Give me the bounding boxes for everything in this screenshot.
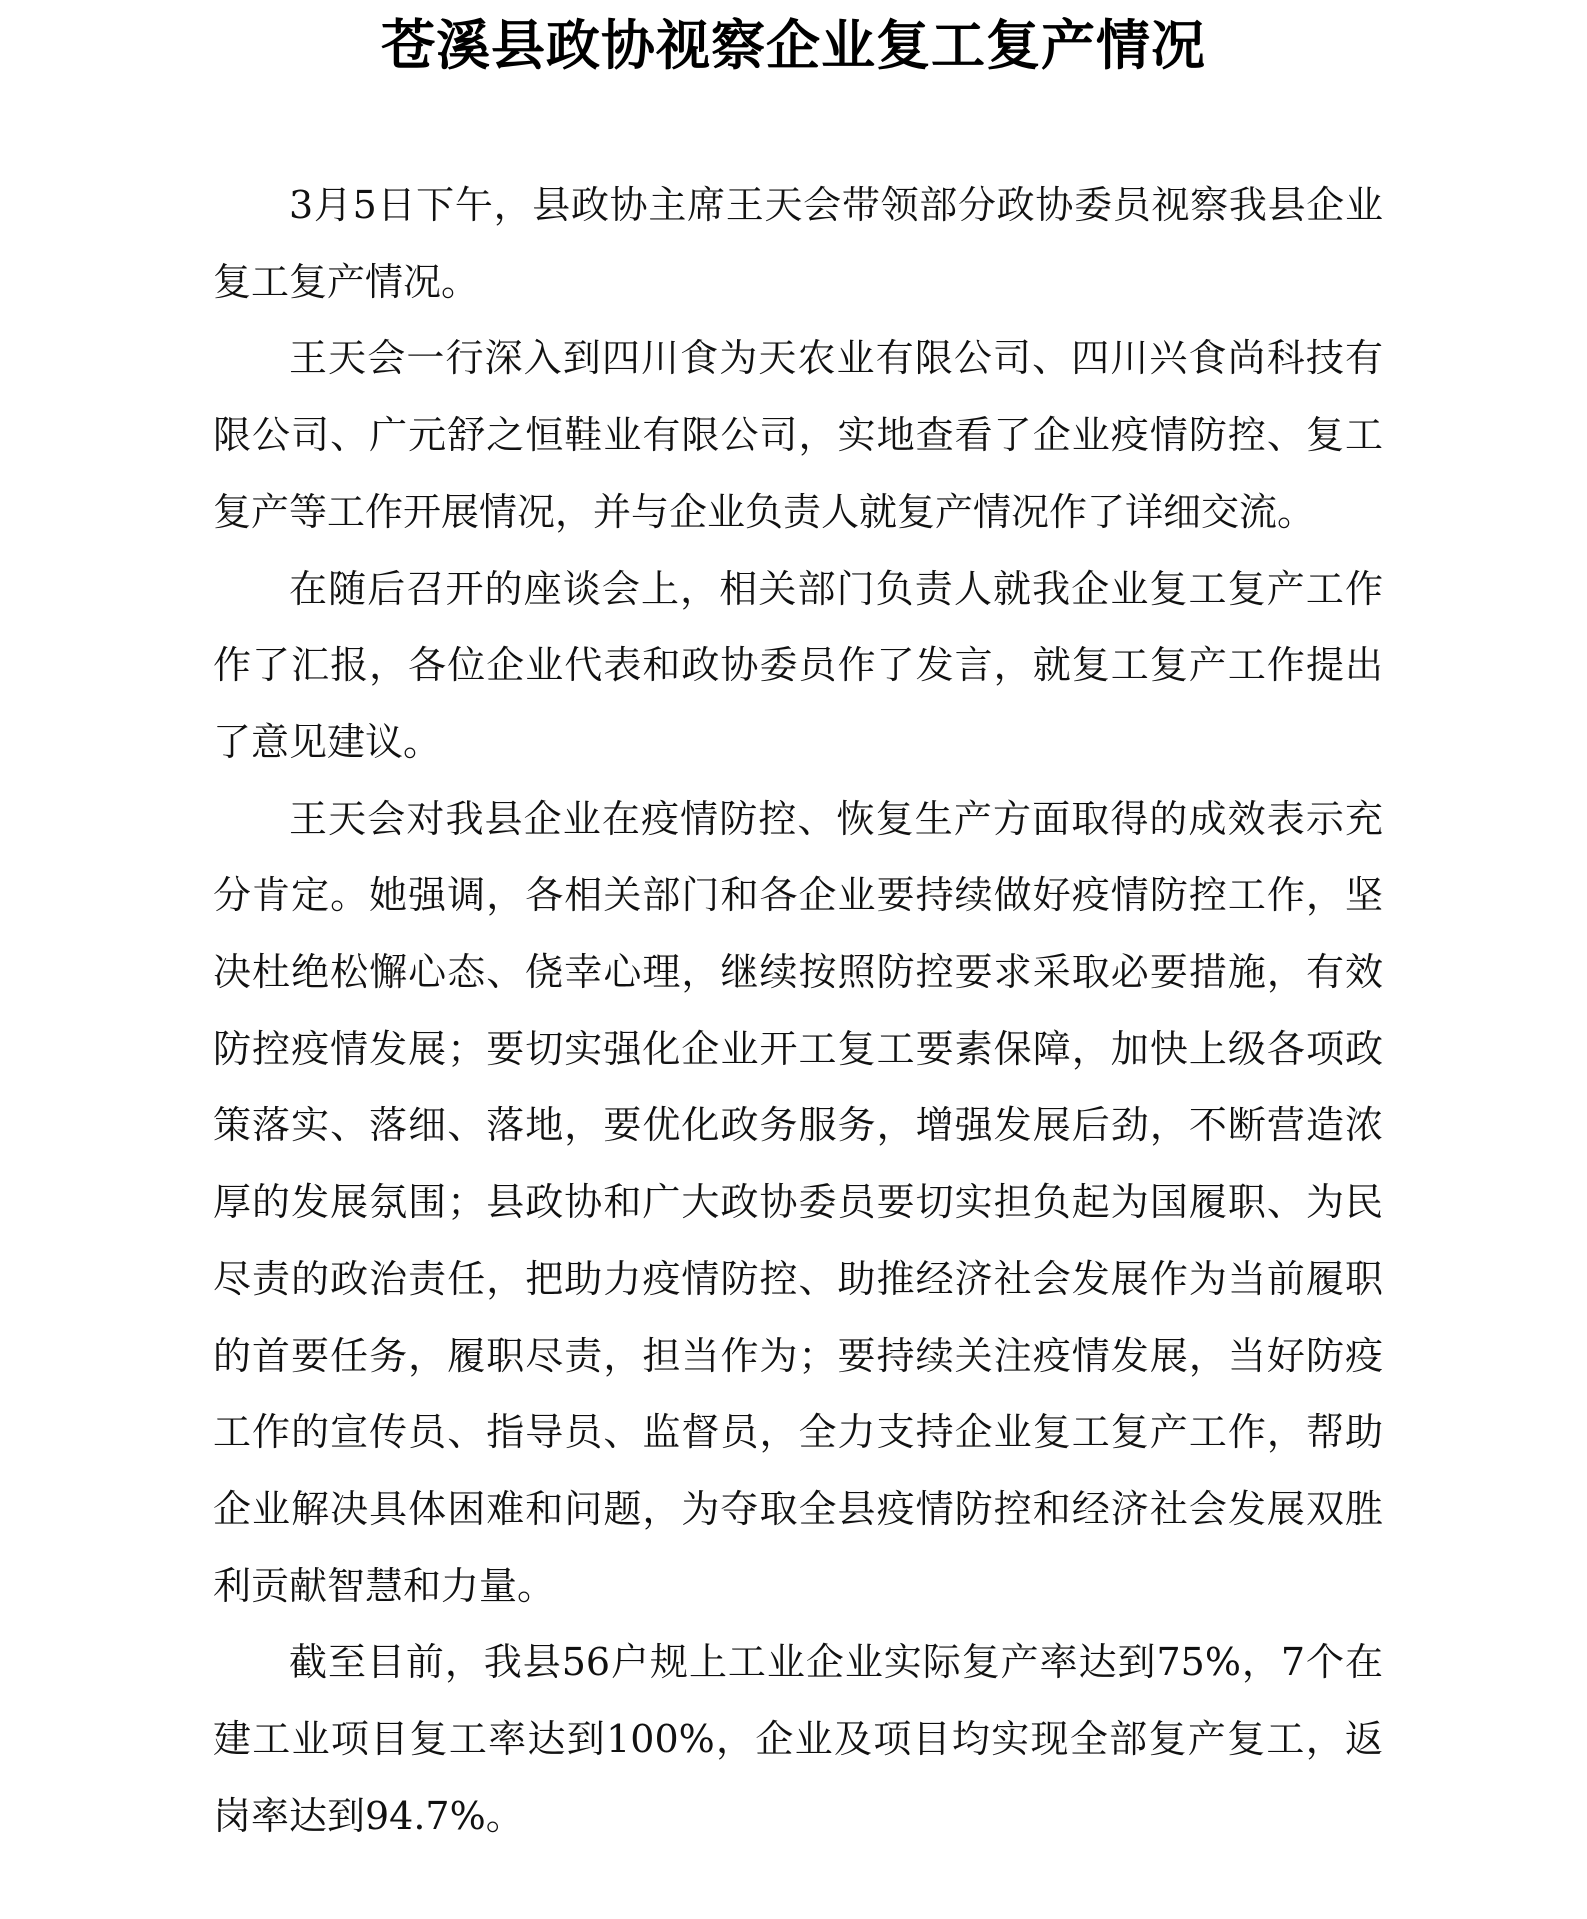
- paragraph-chair-remarks: 王天会对我县企业在疫情防控、恢复生产方面取得的成效表示充分肯定。她强调，各相关部门和各企业要持续做好疫情防控工作，坚决杜绝松懈心态、侥幸心理，继续按照防控要求采取必要措施，有效防控疫情发展；要切实强化企业开工复工要素保障，加快上级各项政策落实、落细、落地，要优化政务服务，增强发展后劲，不断营造浓厚的发展氛围；县政协和广大政协委员要切实担负起为国履职、为民尽责的政治责任，把助力疫情防控、助推经济社会发展作为当前履职的首要任务，履职尽责，担当作为；要持续关注疫情发展，当好防疫工作的宣传员、指导员、监督员，全力支持企业复工复产工作，帮助企业解决具体困难和问题，为夺取全县疫情防控和经济社会发展双胜利贡献智慧和力量。: [213, 796, 1383, 1608]
- paragraph-inspection-intro: 3月5日下午，县政协主席王天会带领部分政协委员视察我县企业复工复产情况。: [213, 183, 1383, 304]
- paragraph-company-visits: 王天会一行深入到四川食为天农业有限公司、四川兴食尚科技有限公司、广元舒之恒鞋业有限公司，实地查看了企业疫情防控、复工复产等工作开展情况，并与企业负责人就复产情况作了详细交流。: [213, 336, 1383, 534]
- document-title: 苍溪县政协视察企业复工复产情况: [381, 13, 1206, 77]
- paragraph-symposium: 在随后召开的座谈会上，相关部门负责人就我企业复工复产工作作了汇报，各位企业代表和政协委员作了发言，就复工复产工作提出了意见建议。: [213, 566, 1383, 764]
- paragraph-resumption-statistics: 截至目前，我县56户规上工业企业实际复产率达到75%，7个在建工业项目复工率达到100%，企业及项目均实现全部复产复工，返岗率达到94.7%。: [213, 1640, 1383, 1838]
- document-body: [213, 167, 1383, 1854]
